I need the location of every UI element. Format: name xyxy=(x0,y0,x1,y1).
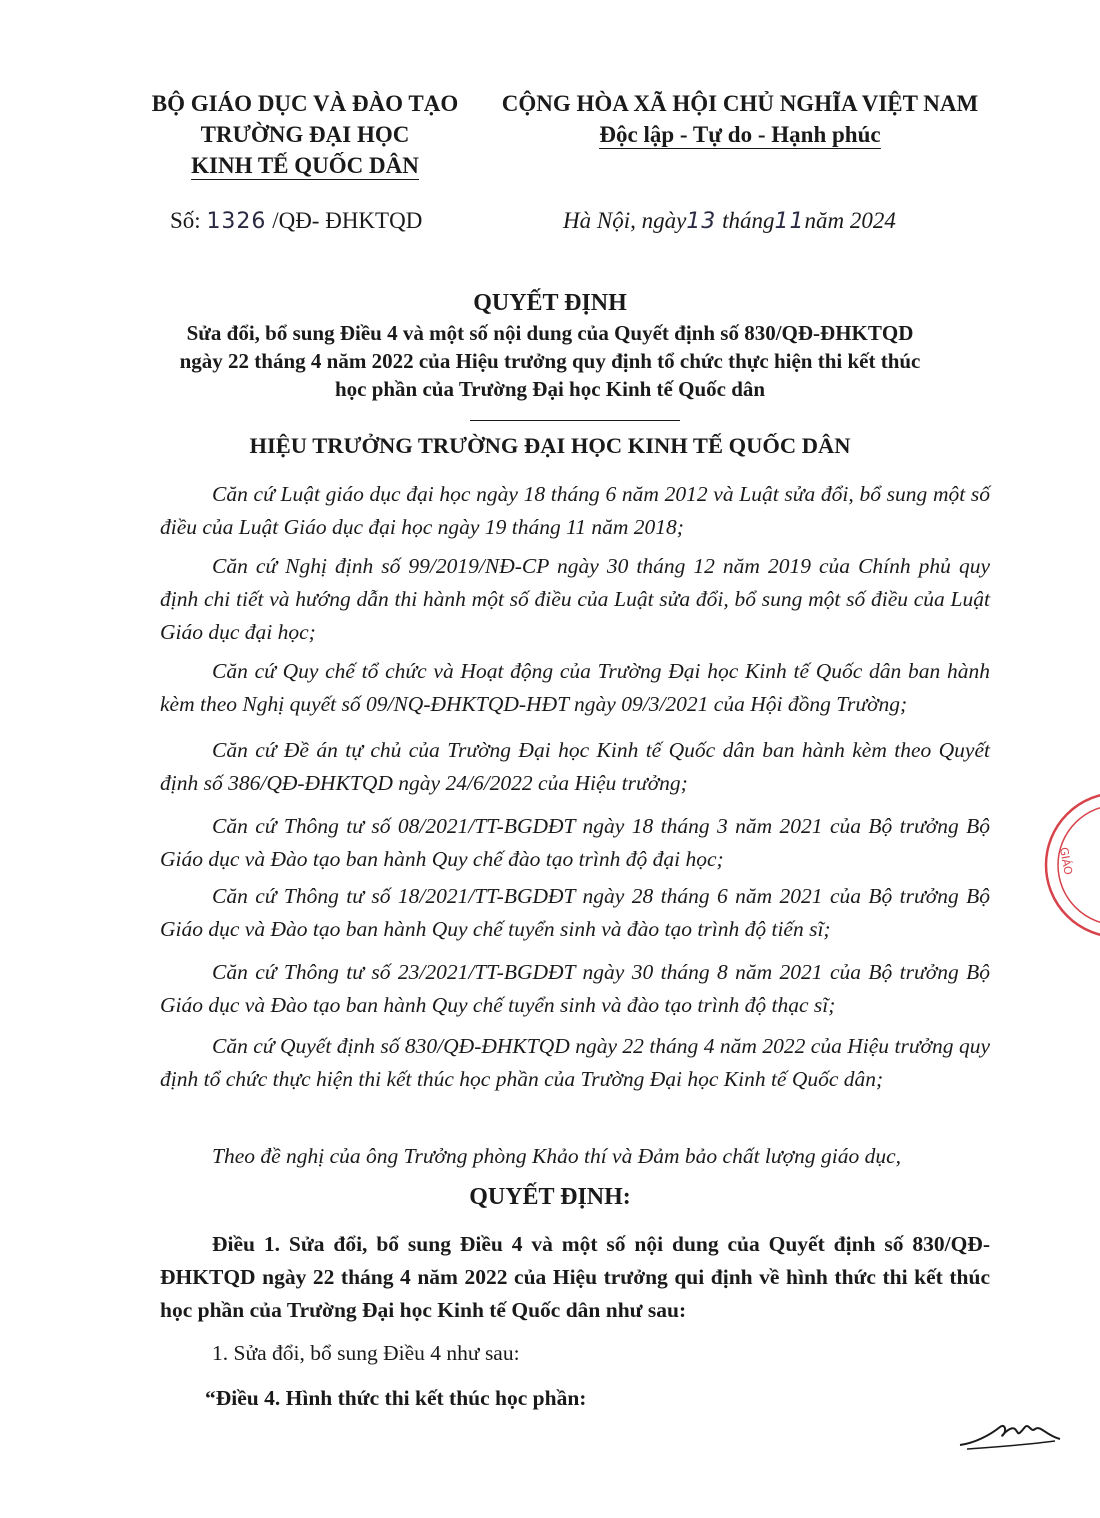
basis-paragraph: Căn cứ Nghị định số 99/2019/NĐ-CP ngày 30 tháng 12 năm 2019 của Chính phủ quy định chi tiết và hướng dẫn thi hành một số điều của Luật sửa đổi, bổ sung một số điều của Luật Giáo dục đại học; xyxy=(160,554,990,644)
basis-paragraph: Căn cứ Đề án tự chủ của Trường Đại học Kinh tế Quốc dân ban hành kèm theo Quyết định số 386/QĐ-ĐHKTQD ngày 24/6/2022 của Hiệu trưởng; xyxy=(160,738,990,795)
country-name: CỘNG HÒA XÃ HỘI CHỦ NGHĨA VIỆT NAM xyxy=(501,91,979,116)
red-seal-stamp xyxy=(1040,790,1100,940)
document-title: QUYẾT ĐỊNH xyxy=(473,290,627,316)
document-number xyxy=(170,206,422,237)
issuing-authority xyxy=(150,88,460,181)
national-motto: Độc lập - Tự do - Hạnh phúc xyxy=(599,122,881,147)
basis-paragraph: Căn cứ Thông tư số 23/2021/TT-BGDĐT ngày 30 tháng 8 năm 2021 của Bộ trưởng Bộ Giáo dục và Đào tạo ban hành Quy chế tuyển sinh và đào tạo trình độ thạc sĩ; xyxy=(160,960,990,1017)
national-header xyxy=(490,88,990,150)
university-name-line2: KINH TẾ QUỐC DÂN xyxy=(191,153,419,178)
authority-heading: HIỆU TRƯỞNG TRƯỜNG ĐẠI HỌC KINH TẾ QUỐC DÂN xyxy=(249,433,851,458)
basis-paragraph: Căn cứ Thông tư số 08/2021/TT-BGDĐT ngày 18 tháng 3 năm 2021 của Bộ trưởng Bộ Giáo dục và Đào tạo ban hành Quy chế đào tạo trình độ đại học; xyxy=(160,814,990,871)
article-4-heading: “Điều 4. Hình thức thi kết thúc học phần: xyxy=(205,1386,587,1410)
basis-paragraph: Căn cứ Quyết định số 830/QĐ-ĐHKTQD ngày 22 tháng 4 năm 2022 của Hiệu trưởng quy định tổ chức thực hiện thi kết thúc học phần của Trường Đại học Kinh tế Quốc dân; xyxy=(160,1034,990,1091)
doc-number-prefix: Số: xyxy=(170,208,201,233)
date-place: Hà Nội, ngày xyxy=(563,208,687,233)
title-divider xyxy=(470,420,680,421)
basis-paragraph: Căn cứ Luật giáo dục đại học ngày 18 tháng 6 năm 2012 và Luật sửa đổi, bổ sung một số điều của Luật Giáo dục đại học ngày 19 tháng 11 năm 2018; xyxy=(160,482,990,539)
subtitle-line: học phần của Trường Đại học Kinh tế Quốc dân xyxy=(334,377,766,401)
initials-signature xyxy=(955,1405,1065,1455)
ministry-name: BỘ GIÁO DỤC VÀ ĐÀO TẠO xyxy=(151,91,459,116)
basis-paragraph: Theo đề nghị của ông Trưởng phòng Khảo thí và Đảm bảo chất lượng giáo dục, xyxy=(212,1144,901,1168)
basis-paragraph: Căn cứ Thông tư số 18/2021/TT-BGDĐT ngày 28 tháng 6 năm 2021 của Bộ trưởng Bộ Giáo dục và Đào tạo ban hành Quy chế tuyển sinh và đào tạo trình độ tiến sĩ; xyxy=(160,884,990,941)
doc-number-handwritten: 1326 xyxy=(206,209,267,234)
date-year: năm 2024 xyxy=(804,208,896,233)
decision-heading: QUYẾT ĐỊNH: xyxy=(469,1184,631,1210)
doc-number-suffix: /QĐ- ĐHKTQD xyxy=(272,208,423,233)
subtitle-line: ngày 22 tháng 4 năm 2022 của Hiệu trưởng quy định tổ chức thực hiện thi kết thúc xyxy=(179,349,921,373)
basis-paragraph: Căn cứ Quy chế tổ chức và Hoạt động của Trường Đại học Kinh tế Quốc dân ban hành kèm theo Nghị quyết số 09/NQ-ĐHKTQD-HĐT ngày 09/3/2021 của Hội đồng Trường; xyxy=(160,659,990,716)
article-1-item-1: 1. Sửa đổi, bổ sung Điều 4 như sau: xyxy=(212,1341,520,1365)
date-line xyxy=(563,206,896,237)
stamp-text: GIÁO xyxy=(1057,846,1075,876)
date-day-handwritten: 13 xyxy=(686,209,717,234)
subtitle-line: Sửa đổi, bổ sung Điều 4 và một số nội dung của Quyết định số 830/QĐ-ĐHKTQD xyxy=(186,321,914,345)
article-1: Điều 1. Sửa đổi, bổ sung Điều 4 và một số nội dung của Quyết định số 830/QĐ-ĐHKTQD ngày 22 tháng 4 năm 2022 của Hiệu trưởng qui định về hình thức thi kết thúc học phần của Trường Đại học Kinh tế Quốc dân như sau: xyxy=(160,1232,990,1322)
university-name-line1: TRƯỜNG ĐẠI HỌC xyxy=(200,122,410,147)
document-subtitle xyxy=(0,319,1100,403)
date-month-handwritten: 11 xyxy=(774,209,805,234)
date-month-label: tháng xyxy=(722,208,775,233)
